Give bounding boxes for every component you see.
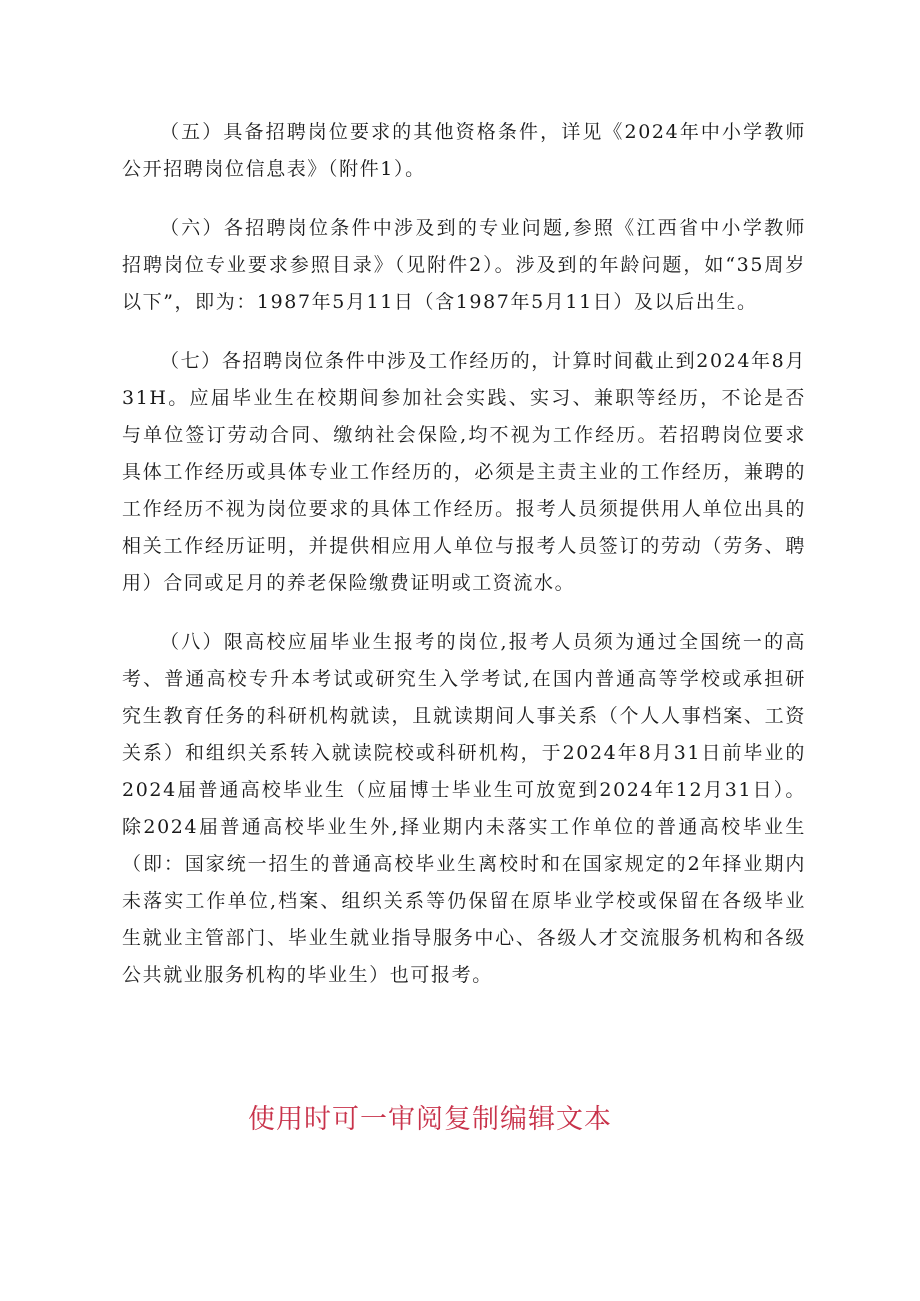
paragraph-8: （八）限高校应届毕业生报考的岗位,报考人员须为通过全国统一的高考、普通高校专升本考试或研究生入学考试,在国内普通高等学校或承担研究生教育任务的科研机构就读，且就读期间人事关系（个人人事档案、工资关系）和组织关系转入就读院校或科研机构，于2024年8月31日前毕业的2024届普通高校毕业生（应届博士毕业生可放宽到2024年12月31日）。除2024届普通高校毕业生外,择业期内未落实工作单位的普通高校毕业生（即：国家统一招生的普通高校毕业生离校时和在国家规定的2年择业期内未落实工作单位,档案、组织关系等仍保留在原毕业学校或保留在各级毕业生就业主管部门、毕业生就业指导服务中心、各级人才交流服务机构和各级公共就业服务机构的毕业生）也可报考。: [122, 631, 806, 986]
document-body: [122, 114, 806, 1016]
editable-text-notice: 使用时可一审阅复制编辑文本: [248, 1104, 612, 1135]
paragraph-7: （七）各招聘岗位条件中涉及工作经历的，计算时间截止到2024年8月31H。应届毕业生在校期间参加社会实践、实习、兼职等经历，不论是否与单位签订劳动合同、缴纳社会保险,均不视为工作经历。若招聘岗位要求具体工作经历或具体专业工作经历的，必须是主责主业的工作经历，兼聘的工作经历不视为岗位要求的具体工作经历。报考人员须提供用人单位出具的相关工作经历证明，并提供相应用人单位与报考人员签订的劳动（劳务、聘用）合同或足月的养老保险缴费证明或工资流水。: [122, 350, 806, 594]
paragraph-5: （五）具备招聘岗位要求的其他资格条件，详见《2024年中小学教师公开招聘岗位信息表》（附件1）。: [122, 121, 806, 180]
paragraph-6: （六）各招聘岗位条件中涉及到的专业问题,参照《江西省中小学教师招聘岗位专业要求参照目录》（见附件2）。涉及到的年龄问题，如“35周岁以下”，即为：1987年5月11日（含1987年5月11日）及以后出生。: [122, 217, 806, 313]
